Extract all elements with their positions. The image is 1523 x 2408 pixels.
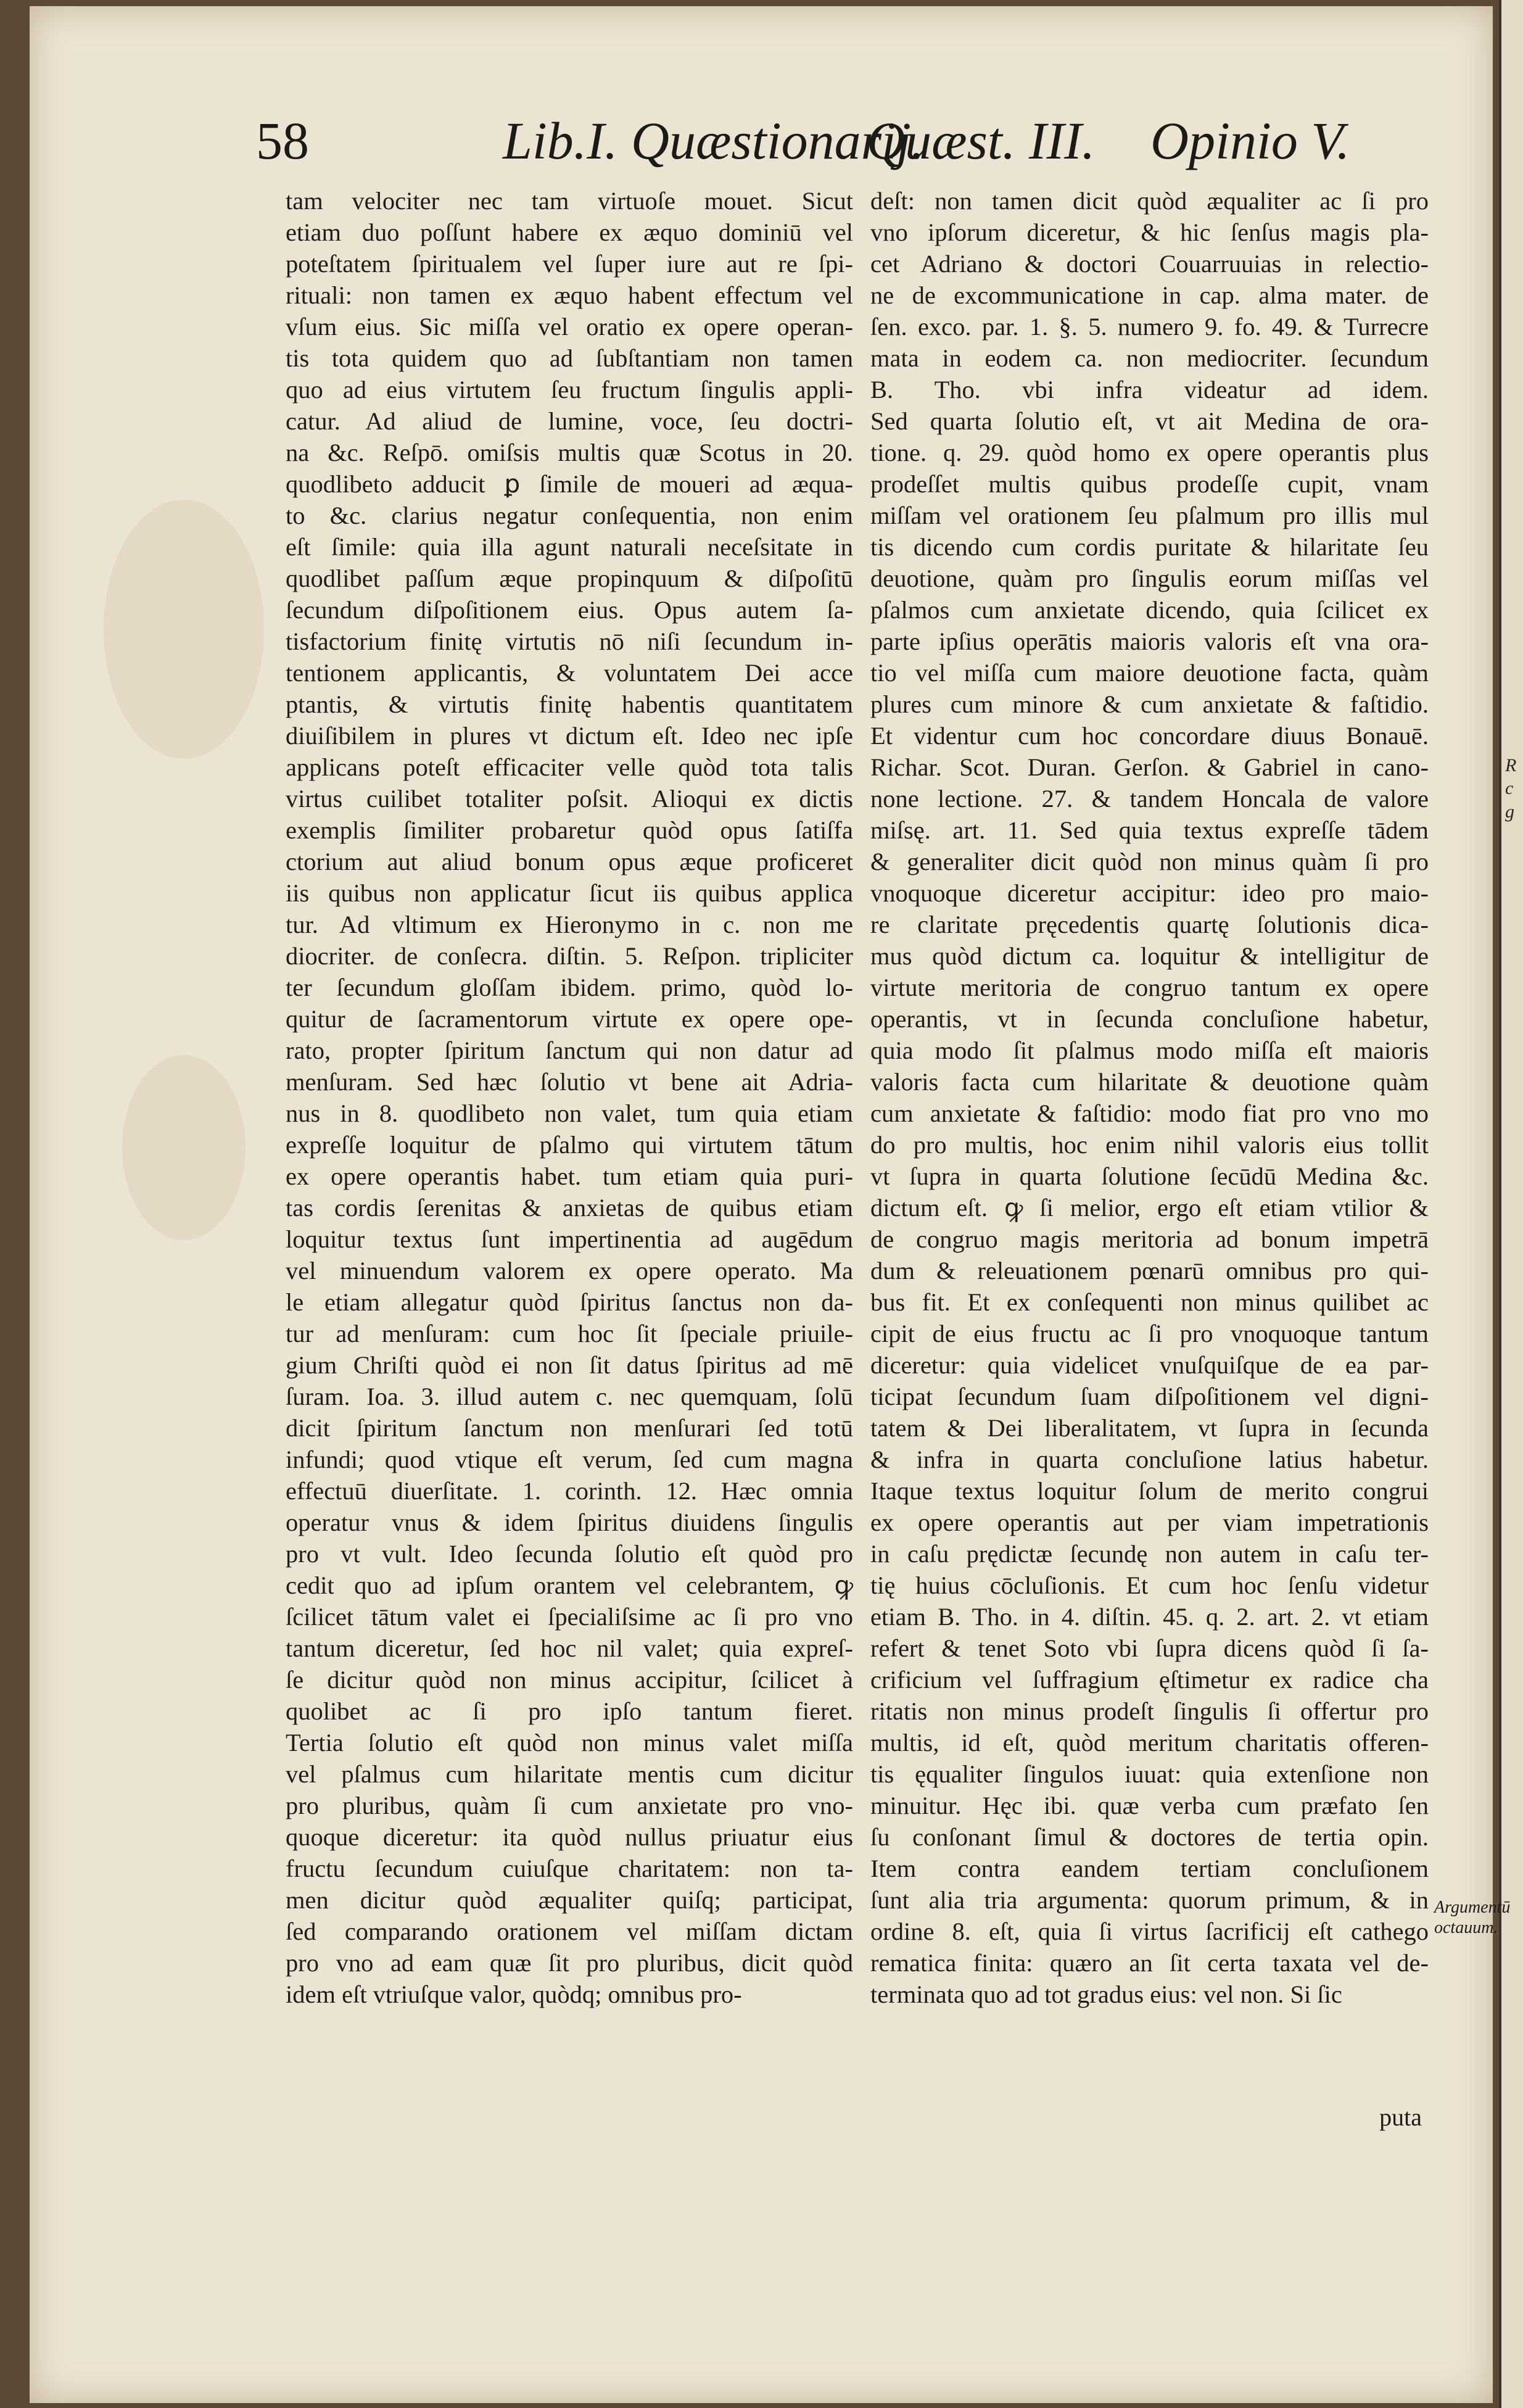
text-line: ne de excommunicatione in cap. alma mater. de <box>870 281 1429 309</box>
text-line: applicans poteſt efficaciter velle quòd tota talis <box>286 753 853 781</box>
text-line: deſt: non tamen dicit quòd æqualiter ac ſi pro <box>870 187 1429 215</box>
text-line: eſt ſimile: quia illa agunt naturali neceſsitate in <box>286 533 853 561</box>
text-line: catur. Ad aliud de lumine, voce, ſeu doctri- <box>286 407 853 435</box>
text-line: virtute meritoria de congruo tantum ex opere <box>870 974 1429 1001</box>
text-line: crificium vel ſuffragium ęſtimetur ex radice cha <box>870 1666 1429 1694</box>
text-line: mus quòd dictum ca. loquitur & intelligitur de <box>870 942 1429 970</box>
text-line: Sed quarta ſolutio eſt, vt ait Medina de ora- <box>870 407 1429 435</box>
text-line: tatem & Dei liberalitatem, vt ſupra in ſecunda <box>870 1414 1429 1442</box>
text-line: vno ipſorum diceretur, & hic ſenſus magis pla- <box>870 218 1429 246</box>
text-line: quoque diceretur: ita quòd nullus priuatur eius <box>286 1823 853 1851</box>
text-line: diuiſibilem in plures vt dictum eſt. Ideo nec ipſe <box>286 722 853 750</box>
text-line: prodeſſet multis quibus prodeſſe cupit, vnam <box>870 470 1429 498</box>
text-line: none lectione. 27. & tandem Honcala de valore <box>870 785 1429 813</box>
text-line: ticipat ſecundum ſuam diſpoſitionem vel digni- <box>870 1383 1429 1410</box>
text-line: tam velociter nec tam virtuoſe mouet. Sicut <box>286 187 853 215</box>
running-header <box>256 110 1366 178</box>
text-line: quitur de ſacramentorum virtute ex opere ope- <box>286 1005 853 1033</box>
text-line: gium Chriſti quòd ei non ſit datus ſpiritus ad mē <box>286 1351 853 1379</box>
text-line: cum anxietate & faſtidio: modo fiat pro vno mo <box>870 1099 1429 1127</box>
text-line: Item contra eandem tertiam concluſionem <box>870 1855 1429 1882</box>
text-line: ter ſecundum gloſſam ibidem. primo, quòd lo- <box>286 974 853 1001</box>
text-line: quia modo ſit pſalmus modo miſſa eſt maioris <box>870 1036 1429 1064</box>
text-line: quodlibeto adducit ꝑ ſimile de moueri ad æqua- <box>286 470 853 498</box>
text-line: tur. Ad vltimum ex Hieronymo in c. non me <box>286 911 853 938</box>
text-line: rematica finita: quæro an ſit certa taxata vel de- <box>870 1949 1429 1977</box>
text-line: mata in eodem ca. non mediocriter. ſecundum <box>870 344 1429 372</box>
text-line: infundi; quod vtique eſt verum, ſed cum magna <box>286 1446 853 1473</box>
text-line: tio vel miſſa cum maiore deuotione facta, quàm <box>870 659 1429 687</box>
text-line: Itaque textus loquitur ſolum de merito congrui <box>870 1477 1429 1505</box>
bleed-glyph: R <box>1505 755 1517 776</box>
text-line: plures cum minore & cum anxietate & faſtidio. <box>870 690 1429 718</box>
text-line: diceretur: quia videlicet vnuſquiſque de ea par- <box>870 1351 1429 1379</box>
text-line: ſe dicitur quòd non minus accipitur, ſcilicet à <box>286 1666 853 1694</box>
text-line: ctorium aut aliud bonum opus æque proficeret <box>286 848 853 875</box>
text-line: poteſtatem ſpiritualem vel ſuper iure aut re ſpi- <box>286 250 853 278</box>
text-line: tantum diceretur, ſed hoc nil valet; quia expreſ- <box>286 1634 853 1662</box>
text-line: men dicitur quòd æqualiter quiſq; participat, <box>286 1886 853 1914</box>
text-line: quolibet ac ſi pro ipſo tantum fieret. <box>286 1697 853 1725</box>
text-line: minuitur. Hęc ibi. quæ verba cum præfato ſen <box>870 1792 1429 1819</box>
text-line: loquitur textus ſunt impertinentia ad augēdum <box>286 1225 853 1253</box>
text-line: fructu ſecundum cuiuſque charitatem: non ta- <box>286 1855 853 1882</box>
text-line: exemplis ſimiliter probaretur quòd opus ſatiſfa <box>286 816 853 844</box>
text-line: idem eſt vtriuſque valor, quòdq; omnibus pro- <box>286 1980 742 2008</box>
text-line: do pro multis, hoc enim nihil valoris eius tollit <box>870 1131 1429 1159</box>
left-text-column <box>286 185 853 2010</box>
text-line: miſsę. art. 11. Sed quia textus expreſſe tādem <box>870 816 1429 844</box>
text-line: na &c. Reſpō. omiſsis multis quæ Scotus in 20. <box>286 439 853 466</box>
text-line: ſu conſonant ſimul & doctores de tertia opin. <box>870 1823 1429 1851</box>
text-line: & generaliter dicit quòd non minus quàm ſi pro <box>870 848 1429 875</box>
text-line: tione. q. 29. quòd homo ex opere operantis plus <box>870 439 1429 466</box>
text-line: pro pluribus, quàm ſi cum anxietate pro vno- <box>286 1792 853 1819</box>
text-line: tię huius cōcluſionis. Et cum hoc ſenſu videtur <box>870 1571 1429 1599</box>
text-line: dictum eſt. ꝙ ſi melior, ergo eſt etiam vtilior & <box>870 1194 1429 1222</box>
text-line: operatur vnus & idem ſpiritus diuidens ſingulis <box>286 1508 853 1536</box>
text-line: menſuram. Sed hæc ſolutio vt bene ait Adria- <box>286 1068 853 1096</box>
text-line: ſunt alia tria argumenta: quorum primum, & in <box>870 1886 1429 1914</box>
text-line: cedit quo ad ipſum orantem vel celebrantem, ꝙ <box>286 1571 853 1599</box>
text-line: le etiam allegatur quòd ſpiritus ſanctus non da- <box>286 1288 853 1316</box>
text-line: effectuū diuerſitate. 1. corinth. 12. Hæc omnia <box>286 1477 853 1505</box>
book-title: Lib.I. Quæstionarij. <box>503 111 925 170</box>
text-line: quo ad eius virtutem ſeu fructum ſingulis appli- <box>286 376 853 403</box>
text-line: diocriter. de conſecra. diſtin. 5. Reſpon. tripliciter <box>286 942 853 970</box>
opinion-label: Opinio V. <box>1150 111 1350 170</box>
margin-note: Argumentū octauum. <box>1434 1898 1511 1937</box>
text-line: ſcilicet tātum valet ei ſpecialiſsime ac ſi pro vno <box>286 1603 853 1631</box>
text-line: to &c. clarius negatur conſequentia, non enim <box>286 502 853 529</box>
text-line: tis ęqualiter ſingulos iuuat: quia extenſione non <box>870 1760 1429 1788</box>
question-label: Quæst. III. <box>867 111 1096 170</box>
page-number: 58 <box>256 111 309 170</box>
text-line: nus in 8. quodlibeto non valet, tum quia etiam <box>286 1099 853 1127</box>
text-line: pro vno ad eam quæ ſit pro pluribus, dicit quòd <box>286 1949 853 1977</box>
text-line: ſen. exco. par. 1. §. 5. numero 9. fo. 49. & Turrecre <box>870 313 1429 341</box>
text-line: ex opere operantis habet. tum etiam quia puri- <box>286 1162 853 1190</box>
text-line: re claritate pręcedentis quartę ſolutionis dica- <box>870 911 1429 938</box>
text-line: vel pſalmus cum hilaritate mentis cum dicitur <box>286 1760 853 1788</box>
text-line: expreſſe loquitur de pſalmo qui virtutem tātum <box>286 1131 853 1159</box>
text-line: terminata quo ad tot gradus eius: vel non. Si ſic <box>870 1980 1342 2008</box>
right-text-column <box>870 185 1429 2010</box>
text-line: ritatis non minus prodeſt ſingulis ſi offertur pro <box>870 1697 1429 1725</box>
text-line: refert & tenet Soto vbi ſupra dicens quòd ſi ſa- <box>870 1634 1429 1662</box>
text-line: dum & releuationem pœnarū omnibus pro qui- <box>870 1257 1429 1285</box>
text-line: cipit de eius fructu ac ſi pro vnoquoque tantum <box>870 1320 1429 1347</box>
text-line: ptantis, & virtutis finitę habentis quantitatem <box>286 690 853 718</box>
text-line: vnoquoque diceretur accipitur: ideo pro maio- <box>870 879 1429 907</box>
text-line: valoris facta cum hilaritate & deuotione quàm <box>870 1068 1429 1096</box>
text-line: parte ipſius operātis maioris valoris eſt vna ora- <box>870 627 1429 655</box>
text-line: cet Adriano & doctori Couarruuias in relectio- <box>870 250 1429 278</box>
text-line: Tertia ſolutio eſt quòd non minus valet miſſa <box>286 1729 853 1756</box>
text-line: tas cordis ſerenitas & anxietas de quibus etiam <box>286 1194 853 1222</box>
text-line: rato, propter ſpiritum ſanctum qui non datur ad <box>286 1036 853 1064</box>
text-line: etiam B. Tho. in 4. diſtin. 45. q. 2. art. 2. vt etiam <box>870 1603 1429 1631</box>
text-line: ſecundum diſpoſitionem eius. Opus autem ſa- <box>286 596 853 624</box>
text-line: B. Tho. vbi infra videatur ad idem. <box>870 376 1429 403</box>
text-line: rituali: non tamen ex æquo habent effectum vel <box>286 281 853 309</box>
text-line: ſuram. Ioa. 3. illud autem c. nec quemquam, ſolū <box>286 1383 853 1410</box>
text-line: quodlibet paſſum æque propinquum & diſpoſitū <box>286 565 853 592</box>
text-line: pſalmos cum anxietate dicendo, quia ſcilicet ex <box>870 596 1429 624</box>
text-line: tis tota quidem quo ad ſubſtantiam non tamen <box>286 344 853 372</box>
paper-stain <box>104 500 264 759</box>
text-line: ex opere operantis aut per viam impetrationis <box>870 1508 1429 1536</box>
text-line: in caſu prędictæ ſecundę non autem in caſu ter- <box>870 1540 1429 1568</box>
bleed-glyph: c <box>1505 778 1514 798</box>
text-line: pro vt vult. Ideo ſecunda ſolutio eſt quòd pro <box>286 1540 853 1568</box>
text-line: Richar. Scot. Duran. Gerſon. & Gabriel in cano- <box>870 753 1429 781</box>
text-line: vſum eius. Sic miſſa vel oratio ex opere operan- <box>286 313 853 341</box>
catchword: puta <box>1379 2103 1422 2131</box>
next-page-edge <box>1499 0 1523 2408</box>
text-line: vel minuendum valorem ex opere operato. Ma <box>286 1257 853 1285</box>
text-line: dicit ſpiritum ſanctum non menſurari ſed totū <box>286 1414 853 1442</box>
text-line: vt ſupra in quarta ſolutione ſecūdū Medina &c. <box>870 1162 1429 1190</box>
text-line: tur ad menſuram: cum hoc ſit ſpeciale priuile- <box>286 1320 853 1347</box>
text-line: virtus cuilibet totaliter poſsit. Alioqui ex dictis <box>286 785 853 813</box>
text-line: iis quibus non applicatur ſicut iis quibus applica <box>286 879 853 907</box>
text-line: multis, id eſt, quòd meritum charitatis offeren- <box>870 1729 1429 1756</box>
text-line: etiam duo poſſunt habere ex æquo dominiū vel <box>286 218 853 246</box>
bleed-glyph: g <box>1505 801 1514 822</box>
text-line: ſed comparando orationem vel miſſam dictam <box>286 1918 853 1945</box>
text-line: tentionem applicantis, & voluntatem Dei acce <box>286 659 853 687</box>
text-line: tisfactorium finitę virtutis nō niſi ſecundum in- <box>286 627 853 655</box>
text-line: tis dicendo cum cordis puritate & hilaritate ſeu <box>870 533 1429 561</box>
text-line: deuotione, quàm pro ſingulis eorum miſſas vel <box>870 565 1429 592</box>
text-line: ordine 8. eſt, quia ſi virtus ſacrificij eſt cathego <box>870 1918 1429 1945</box>
text-line: operantis, vt in ſecunda concluſione habetur, <box>870 1005 1429 1033</box>
text-line: miſſam vel orationem ſeu pſalmum pro illis mul <box>870 502 1429 529</box>
text-line: de congruo magis meritoria ad bonum impetrā <box>870 1225 1429 1253</box>
text-line: & infra in quarta concluſione latius habetur. <box>870 1446 1429 1473</box>
text-line: bus fit. Et ex conſequenti non minus quilibet ac <box>870 1288 1429 1316</box>
paper-stain <box>122 1055 246 1240</box>
text-line: Et videntur cum hoc concordare diuus Bonauē. <box>870 722 1429 750</box>
